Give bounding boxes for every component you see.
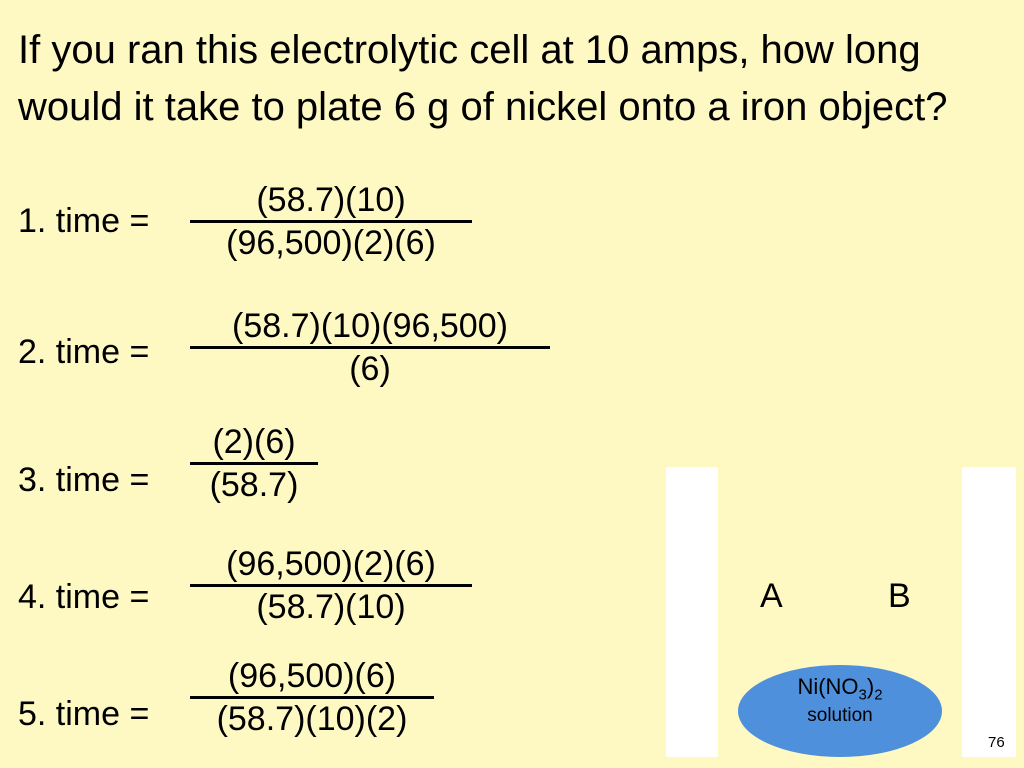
- electrode-b-label: B: [888, 577, 911, 615]
- electrode-b: [962, 467, 1016, 757]
- page-number: 76: [988, 734, 1005, 751]
- electrode-a: [666, 467, 718, 757]
- fraction: [190, 180, 472, 263]
- answer-option-1[interactable]: [0, 180, 480, 270]
- fraction-numerator: (58.7)(10)(96,500): [232, 307, 508, 345]
- answer-option-2[interactable]: [0, 306, 560, 396]
- solution-ellipse: [738, 665, 942, 757]
- fraction-denominator: (58.7)(10)(2): [216, 700, 408, 738]
- fraction: [190, 544, 472, 627]
- question-text: If you ran this electrolytic cell at 10 amps, how long would it take to plate 6 g of nickel onto a iron object?: [18, 28, 948, 129]
- fraction-denominator: (6): [349, 350, 391, 388]
- option-prefix: 4. time =: [18, 578, 150, 616]
- electrode-a-label: A: [760, 577, 783, 615]
- option-prefix: 1. time =: [18, 202, 150, 240]
- fraction-numerator: (58.7)(10): [256, 181, 406, 219]
- fraction: [190, 656, 434, 739]
- answer-option-3[interactable]: [0, 422, 330, 512]
- fraction-numerator: (96,500)(6): [227, 657, 397, 695]
- fraction: [190, 306, 550, 389]
- fraction-denominator: (58.7): [209, 466, 299, 504]
- answer-option-4[interactable]: [0, 544, 480, 634]
- fraction: [190, 422, 318, 505]
- fraction-denominator: (96,500)(2)(6): [226, 224, 436, 262]
- fraction-denominator: (58.7)(10): [256, 588, 406, 626]
- solution-label: solution: [807, 705, 873, 727]
- fraction-numerator: (96,500)(2)(6): [226, 545, 436, 583]
- option-prefix: 2. time =: [18, 333, 150, 371]
- option-prefix: 3. time =: [18, 461, 150, 499]
- option-prefix: 5. time =: [18, 695, 150, 733]
- fraction-numerator: (2)(6): [212, 423, 296, 461]
- answer-option-5[interactable]: [0, 656, 450, 746]
- solution-formula: $Ni(NO_3)_2$: [797, 674, 883, 704]
